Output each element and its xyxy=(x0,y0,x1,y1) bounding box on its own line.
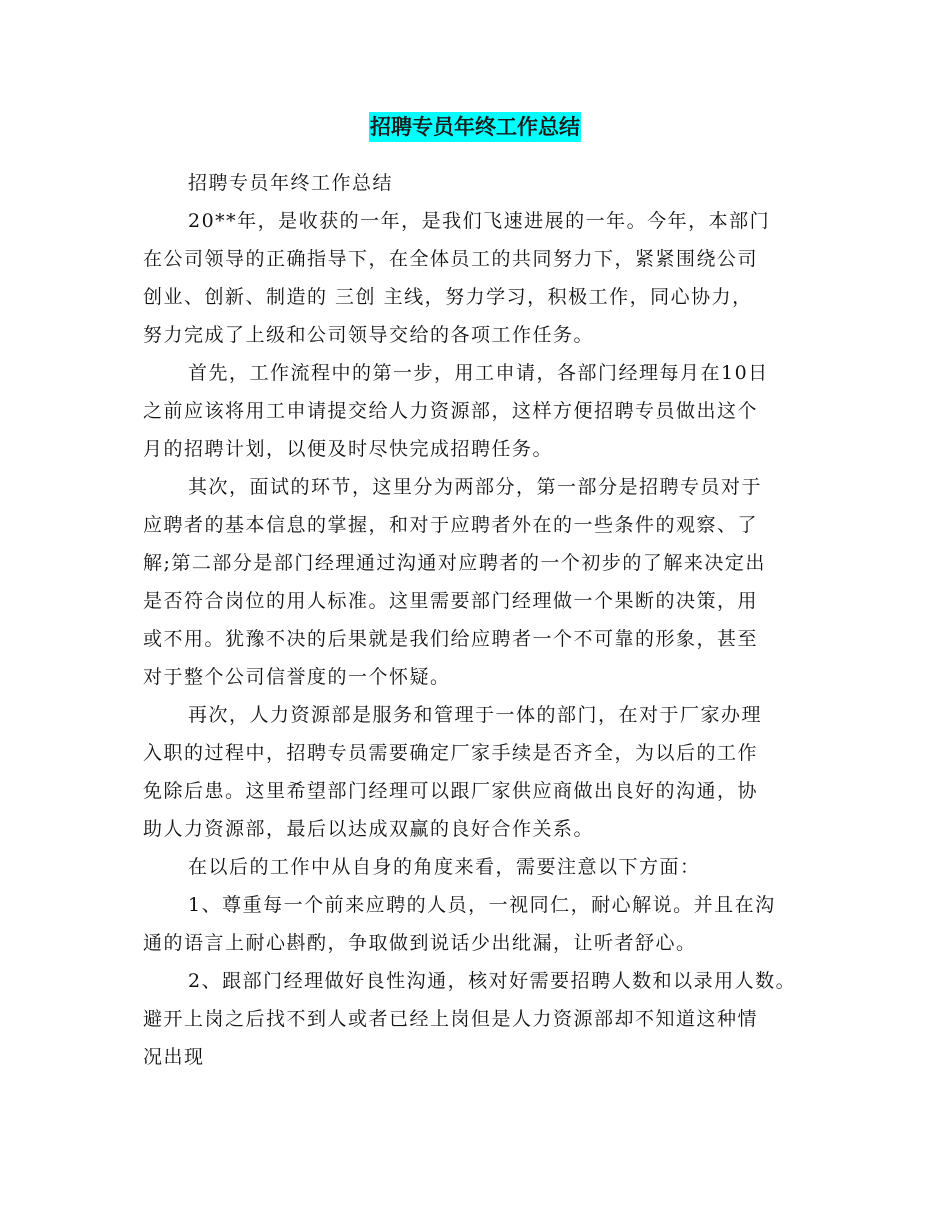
text-line: 通的语言上耐心斟酌，争取做到说话少出纰漏，让听者舒心。 xyxy=(143,932,697,954)
title-container xyxy=(0,112,950,142)
text-line: 创业、创新、制造的 三创 主线，努力学习，积极工作，同心协力， xyxy=(143,286,753,308)
text-line: 对于整个公司信誉度的一个怀疑。 xyxy=(143,666,451,688)
text-line: 在以后的工作中从自身的角度来看，需要注意以下方面： xyxy=(188,856,701,878)
text-line: 月的招聘计划，以便及时尽快完成招聘任务。 xyxy=(143,438,554,460)
text-line: 避开上岗之后找不到人或者已经上岗但是人力资源部却不知道这种情 xyxy=(143,1008,759,1030)
text-line: 首先，工作流程中的第一步，用工申请，各部门经理每月在10日 xyxy=(188,362,769,384)
text-line: 20**年，是收获的一年，是我们飞速进展的一年。今年，本部门 xyxy=(188,210,771,232)
text-line: 之前应该将用工申请提交给人力资源部，这样方便招聘专员做出这个 xyxy=(143,400,759,422)
text-line: 或不用。犹豫不决的后果就是我们给应聘者一个不可靠的形象，甚至 xyxy=(143,628,759,650)
text-line: 2、跟部门经理做好良性沟通，核对好需要招聘人数和以录用人数。 xyxy=(188,970,797,992)
document-title: 招聘专员年终工作总结 xyxy=(369,112,581,142)
text-line: 助人力资源部，最后以达成双赢的良好合作关系。 xyxy=(143,818,595,840)
text-line: 况出现 xyxy=(143,1046,205,1068)
text-line: 努力完成了上级和公司领导交给的各项工作任务。 xyxy=(143,324,595,346)
text-line: 解;第二部分是部门经理通过沟通对应聘者的一个初步的了解来决定出 xyxy=(143,552,766,574)
text-line: 免除后患。这里希望部门经理可以跟厂家供应商做出良好的沟通，协 xyxy=(143,780,759,802)
text-line: 其次，面试的环节，这里分为两部分，第一部分是招聘专员对于 xyxy=(188,476,763,498)
text-line: 再次，人力资源部是服务和管理于一体的部门，在对于厂家办理 xyxy=(188,704,763,726)
text-line: 1、尊重每一个前来应聘的人员，一视同仁，耐心解说。并且在沟 xyxy=(188,894,776,916)
text-line: 入职的过程中，招聘专员需要确定厂家手续是否齐全，为以后的工作 xyxy=(143,742,759,764)
text-line: 在公司领导的正确指导下，在全体员工的共同努力下，紧紧围绕公司 xyxy=(143,248,759,270)
text-line: 招聘专员年终工作总结 xyxy=(188,172,394,194)
text-line: 应聘者的基本信息的掌握，和对于应聘者外在的一些条件的观察、了 xyxy=(143,514,759,536)
text-line: 是否符合岗位的用人标准。这里需要部门经理做一个果断的决策，用 xyxy=(143,590,759,612)
document-body xyxy=(143,164,833,1076)
